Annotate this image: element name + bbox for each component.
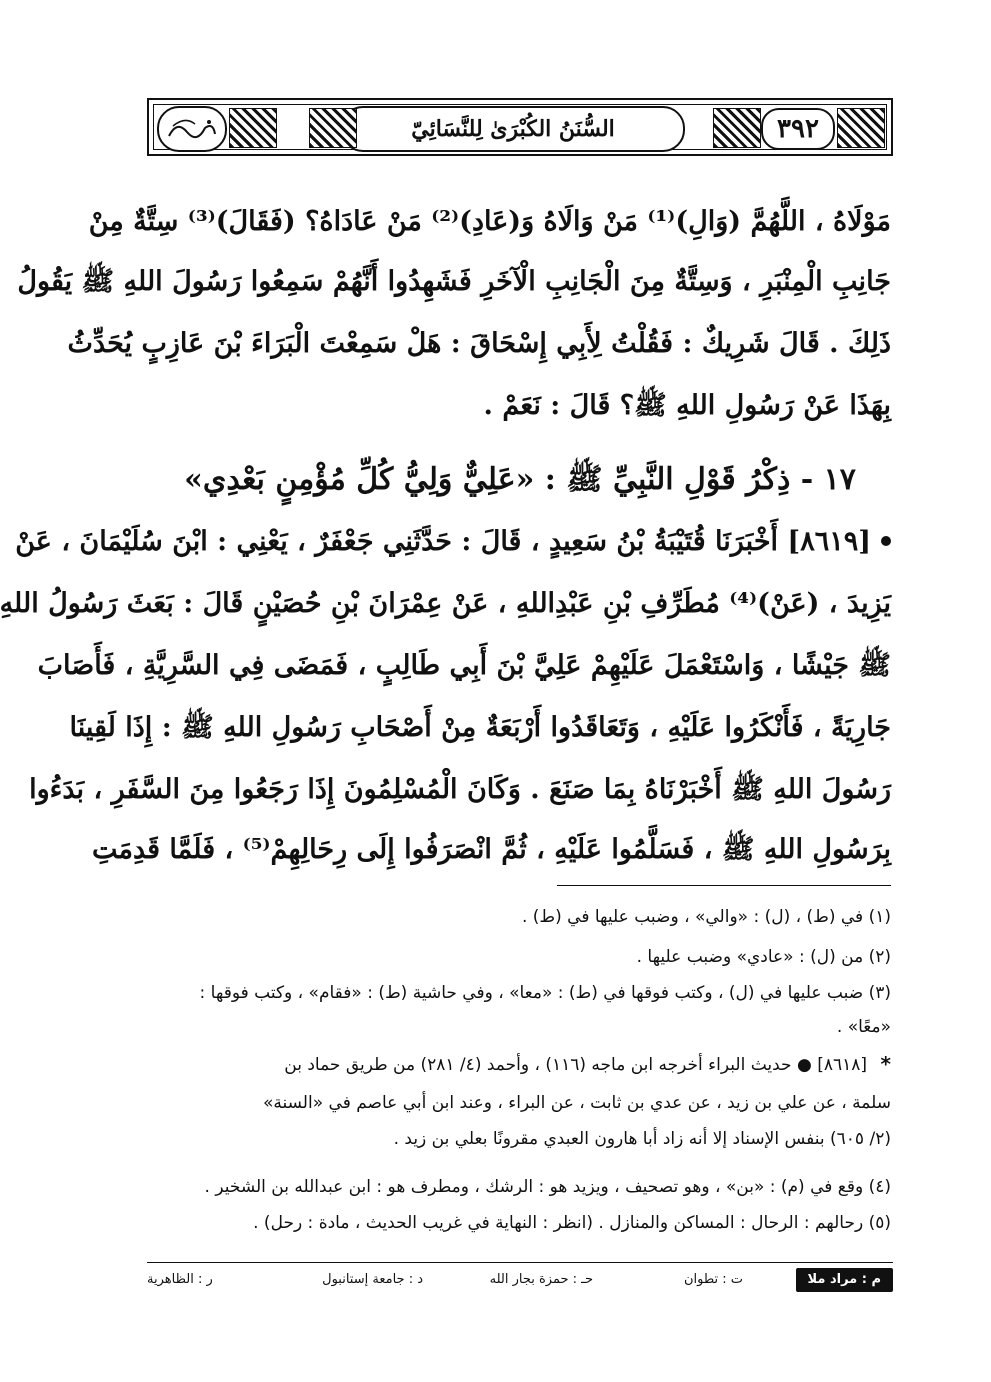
credit-h: حـ : حمزة بجار الله [489, 1272, 593, 1287]
credit-r: ر : الظاهرية [147, 1272, 213, 1287]
footnote: «معًا» . [836, 1017, 891, 1037]
footnote-separator [557, 885, 891, 886]
page-number: ٣٩٢ [761, 108, 835, 150]
calligraphy-logo-icon [165, 114, 219, 144]
hadith-line: [٨٦١٩] أَخْبَرَنَا قُتَيْبَةُ بْنُ سَعِيدٍ ، قَالَ : حَدَّثَنِي جَعْفَرٌ ، يَعْنِي : ابْنَ سُلَيْمَانَ ، عَنْ [15, 526, 871, 557]
credit-d: د : جامعة إستانبول [322, 1272, 423, 1287]
footnote: (٢) من (ل) : «عادي» وضبب عليها . [636, 947, 891, 967]
footnote-takhrij: سلمة ، عن علي بن زيد ، عن عدي بن ثابت ، عن البراء ، وعند ابن أبي عاصم في «السنة» [263, 1093, 891, 1113]
book-logo-icon [157, 106, 227, 152]
section-heading: ١٧ - ذِكْرُ قَوْلِ النَّبِيِّ ﷺ : «عَلِيٌّ وَلِيُّ كُلِّ مُؤْمِنٍ بَعْدِي» [184, 462, 856, 497]
footnote: (٤) وقع في (م) : «بن» ، وهو تصحيف ، ويزيد هو : الرشك ، ومطرف هو : ابن عبدالله بن الشخير . [204, 1177, 891, 1197]
footnote-takhrij: [٨٦١٨] ● حديث البراء أخرجه ابن ماجه (١١٦) ، وأحمد (٤/ ٢٨١) من طريق حماد بن [284, 1055, 867, 1075]
footnote-takhrij: (٢/ ٦٠٥) بنفس الإسناد إلا أنه زاد أبا هارون العبدي مقرونًا بعلي بن زيد . [393, 1129, 891, 1149]
footnote: (١) في (ط) ، (ل) : «والي» ، وضبب عليها في (ط) . [521, 907, 891, 927]
header-ornament-icon [229, 108, 277, 148]
hadith-line: يَزِيدَ ، (عَنْ)⁽⁴⁾ مُطَرِّفِ بْنِ عَبْدِاللهِ ، عَنْ عِمْرَانَ بْنِ حُصَيْنٍ قَالَ : بَعَثَ رَسُولُ اللهِ [0, 588, 891, 619]
credit-t: ت : تطوان [683, 1272, 743, 1287]
book-title: السُّنَنُ الكُبْرَىٰ لِلنَّسَائِيّ [341, 106, 685, 152]
footnote-star: * [880, 1052, 891, 1076]
hadith-line: جَارِيَةً ، فَأَنْكَرُوا عَلَيْهِ ، وَتَعَاقَدُوا أَرْبَعَةٌ مِنْ أَصْحَابِ رَسُولِ اللهِ ﷺ : إِذَا لَقِينَا [69, 712, 891, 743]
page-header [147, 98, 893, 156]
header-ornament-icon [837, 108, 885, 148]
manuscript-credits [147, 1268, 893, 1292]
hadith-line: رَسُولَ اللهِ ﷺ أَخْبَرْنَاهُ بِمَا صَنَعَ . وَكَانَ الْمُسْلِمُونَ إِذَا رَجَعُوا مِنَ السَّفَرِ ، بَدَءُوا [29, 774, 891, 805]
hadith-line: ﷺ جَيْشًا ، وَاسْتَعْمَلَ عَلَيْهِمْ عَلِيَّ بْنَ أَبِي طَالِبٍ ، فَمَضَى فِي السَّرِيَّةِ ، فَأَصَابَ [37, 650, 891, 681]
footnote: (٣) ضبب عليها في (ل) ، وكتب فوقها في (ط) : «معا» ، وفي حاشية (ط) : «فقام» ، وكتب فوقها : [199, 983, 891, 1003]
body-line: ذَلِكَ . قَالَ شَرِيكٌ : فَقُلْتُ لِأَبِي إِسْحَاقَ : هَلْ سَمِعْتَ الْبَرَاءَ بْنَ عَازِبٍ يُحَدِّثُ [67, 328, 891, 359]
credit-m: م : مراد ملا [796, 1268, 894, 1292]
hadith-line: بِرَسُولِ اللهِ ﷺ ، فَسَلَّمُوا عَلَيْهِ ، ثُمَّ انْصَرَفُوا إِلَى رِحَالِهِمْ⁽⁵⁾ ، فَلَمَّا قَدِمَتِ [91, 834, 891, 865]
footnote: (٥) رحالهم : الرحال : المساكن والمنازل . (انظر : النهاية في غريب الحديث ، مادة : رحل) . [253, 1213, 891, 1233]
body-line: مَوْلَاهُ ، اللَّهُمَّ (وَالِ)⁽¹⁾ مَنْ وَالَاهُ وَ(عَادِ)⁽²⁾ مَنْ عَادَاهُ؟ (فَقَالَ)⁽³⁾ سِتَّةٌ مِنْ [88, 206, 891, 237]
body-line: جَانِبِ الْمِنْبَرِ ، وَسِتَّةٌ مِنَ الْجَانِبِ الْآخَرِ فَشَهِدُوا أَنَّهُمْ سَمِعُوا رَسُولَ اللهِ ﷺ يَقُولُ [17, 266, 891, 297]
header-ornament-icon [713, 108, 761, 148]
body-line: بِهَذَا عَنْ رَسُولِ اللهِ ﷺ؟ قَالَ : نَعَمْ . [483, 390, 891, 421]
credits-rule [147, 1262, 893, 1263]
bullet-icon [881, 536, 891, 546]
header-ornament-icon [309, 108, 357, 148]
